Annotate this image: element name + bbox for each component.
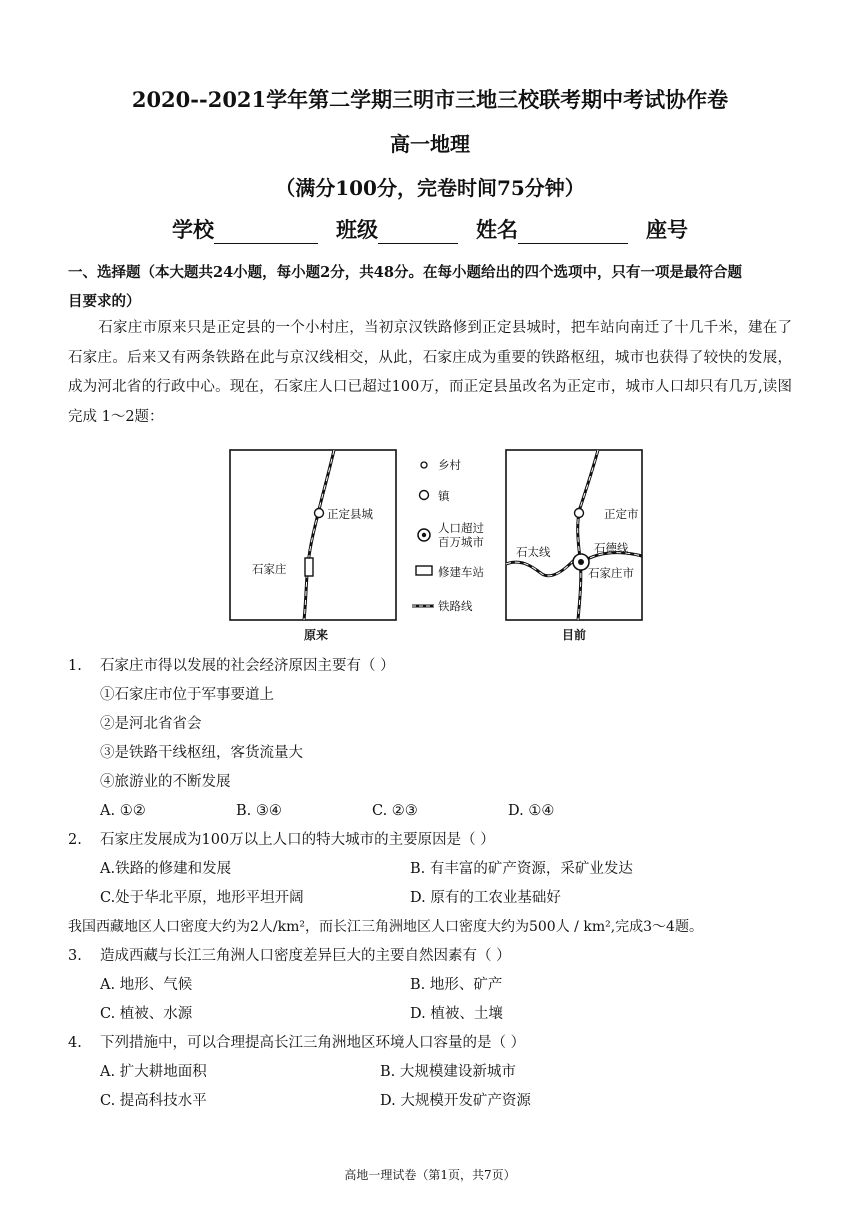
school-field[interactable]: [172, 214, 318, 244]
q4-option-c[interactable]: C. 提高科技水平: [100, 1093, 207, 1109]
village-legend-icon: [421, 462, 427, 468]
q1-option-c[interactable]: C. ②③: [372, 803, 418, 819]
q3-option-b[interactable]: B. 地形、矿产: [410, 977, 503, 993]
section-heading-line2: 目要求的）: [68, 293, 141, 310]
right-map-caption: 目前: [562, 628, 587, 642]
question-2: [68, 826, 792, 855]
q4-option-d[interactable]: D. 大规模开发矿产资源: [380, 1093, 531, 1109]
shijiazhuang-city-label: 石家庄市: [588, 566, 634, 580]
q2-option-b[interactable]: B. 有丰富的矿产资源，采矿业发达: [410, 861, 633, 877]
q2-option-c[interactable]: C.处于华北平原，地形平坦开阔: [100, 890, 304, 906]
q1-item-1: ①石家庄市位于军事要道上: [100, 687, 274, 703]
legend-station: 修建车站: [438, 565, 484, 579]
page-footer: 高地一理试卷（第1页，共7页）: [344, 1168, 516, 1182]
q2-option-d[interactable]: D. 原有的工农业基础好: [410, 890, 561, 906]
station-legend-icon: [416, 566, 432, 575]
q3-option-a[interactable]: A. 地形、气候: [100, 977, 193, 993]
question-3: [68, 942, 792, 971]
question-4-stem: 下列措施中，可以合理提高长江三角洲地区环境人口容量的是（ ）: [100, 1035, 526, 1051]
school-blank[interactable]: [214, 221, 318, 244]
right-map-frame: [506, 450, 642, 620]
question-1: [68, 652, 792, 681]
zhengding-county-label: 正定县城: [327, 507, 373, 521]
question-1-number: 1.: [68, 658, 82, 674]
seat-field: [646, 214, 688, 244]
passage-1-text: 石家庄市原来只是正定县的一个小村庄，当初京汉铁路修到正定县城时，把车站向南迁了十几千米，建在了石家庄。后来又有两条铁路在此与京汉线相交，从此，石家庄成为重要的铁路枢纽，城市也获得了较快的发展，成为河北省的行政中心。现在，石家庄人口已超过100万，而正定县虽改名为正定市，城市人口却只有几万,读图完成 1～2题：: [68, 320, 792, 425]
shijiazhuang-village-label: 石家庄: [252, 562, 287, 576]
q1-item-2: ②是河北省省会: [100, 716, 202, 732]
zhengding-city-label: 正定市: [604, 507, 639, 521]
q1-item-3: ③是铁路干线枢纽，客货流量大: [100, 745, 303, 761]
question-2-number: 2.: [68, 832, 82, 848]
question-2-stem: 石家庄发展成为100万以上人口的特大城市的主要原因是（ ）: [100, 832, 495, 848]
q3-option-d[interactable]: D. 植被、土壤: [410, 1006, 503, 1022]
name-label: 姓名: [476, 217, 518, 242]
legend-big-city-2: 百万城市: [438, 535, 484, 549]
student-info-row: [0, 214, 860, 244]
legend-town: 镇: [438, 489, 450, 503]
question-3-stem: 造成西藏与长江三角洲人口密度差异巨大的主要自然因素有（ ）: [100, 948, 511, 964]
q3-option-c[interactable]: C. 植被、水源: [100, 1006, 193, 1022]
question-3-number: 3.: [68, 948, 82, 964]
q1-option-b[interactable]: B. ③④: [236, 803, 282, 819]
left-railway: [304, 450, 334, 620]
new-station-marker: [305, 558, 313, 576]
question-4-number: 4.: [68, 1035, 82, 1051]
passage-2: 我国西藏地区人口密度大约为2人/km²，而长江三角洲地区人口密度大约为500人 / km²,完成3～4题。: [68, 919, 703, 935]
zhengding-county-marker: [315, 509, 324, 518]
q1-item-4: ④旅游业的不断发展: [100, 774, 231, 790]
q4-option-a[interactable]: A. 扩大耕地面积: [100, 1064, 207, 1080]
zhengding-city-marker: [575, 509, 584, 518]
name-field[interactable]: [476, 214, 628, 244]
q1-option-d[interactable]: D. ①④: [508, 803, 555, 819]
left-map-caption: 原来: [304, 628, 329, 642]
exam-title: 2020--2021学年第二学期三明市三地三校联考期中考试协作卷: [131, 87, 729, 112]
section-heading-line1: 一、选择题（本大题共24小题，每小题2分，共48分。在每小题给出的四个选项中，只有一项是最符合题: [68, 264, 742, 281]
q1-option-a[interactable]: A. ①②: [100, 803, 146, 819]
section-heading: [68, 258, 792, 316]
class-blank[interactable]: [378, 221, 458, 244]
question-4: [68, 1029, 792, 1058]
legend-big-city-1: 人口超过: [438, 521, 484, 535]
shitai-line-label: 石太线: [516, 545, 551, 559]
legend-village: 乡村: [438, 458, 461, 472]
question-1-stem: 石家庄市得以发展的社会经济原因主要有（ ）: [100, 658, 395, 674]
q2-option-a[interactable]: A.铁路的修建和发展: [100, 861, 232, 877]
right-railway-main: [578, 450, 598, 620]
name-blank[interactable]: [518, 221, 628, 244]
passage-1: [68, 314, 792, 432]
subject-title: 高一地理: [390, 132, 470, 156]
map-figure: [226, 446, 646, 646]
class-label: 班级: [336, 217, 378, 242]
exam-note: （满分100分，完卷时间75分钟）: [275, 176, 585, 200]
school-label: 学校: [172, 217, 214, 242]
shide-line-label: 石德线: [594, 541, 629, 555]
seat-label: 座号: [646, 217, 688, 242]
legend-railway: 铁路线: [438, 599, 473, 613]
q4-option-b[interactable]: B. 大规模建设新城市: [380, 1064, 516, 1080]
town-legend-icon: [420, 491, 429, 500]
class-field[interactable]: [336, 214, 458, 244]
